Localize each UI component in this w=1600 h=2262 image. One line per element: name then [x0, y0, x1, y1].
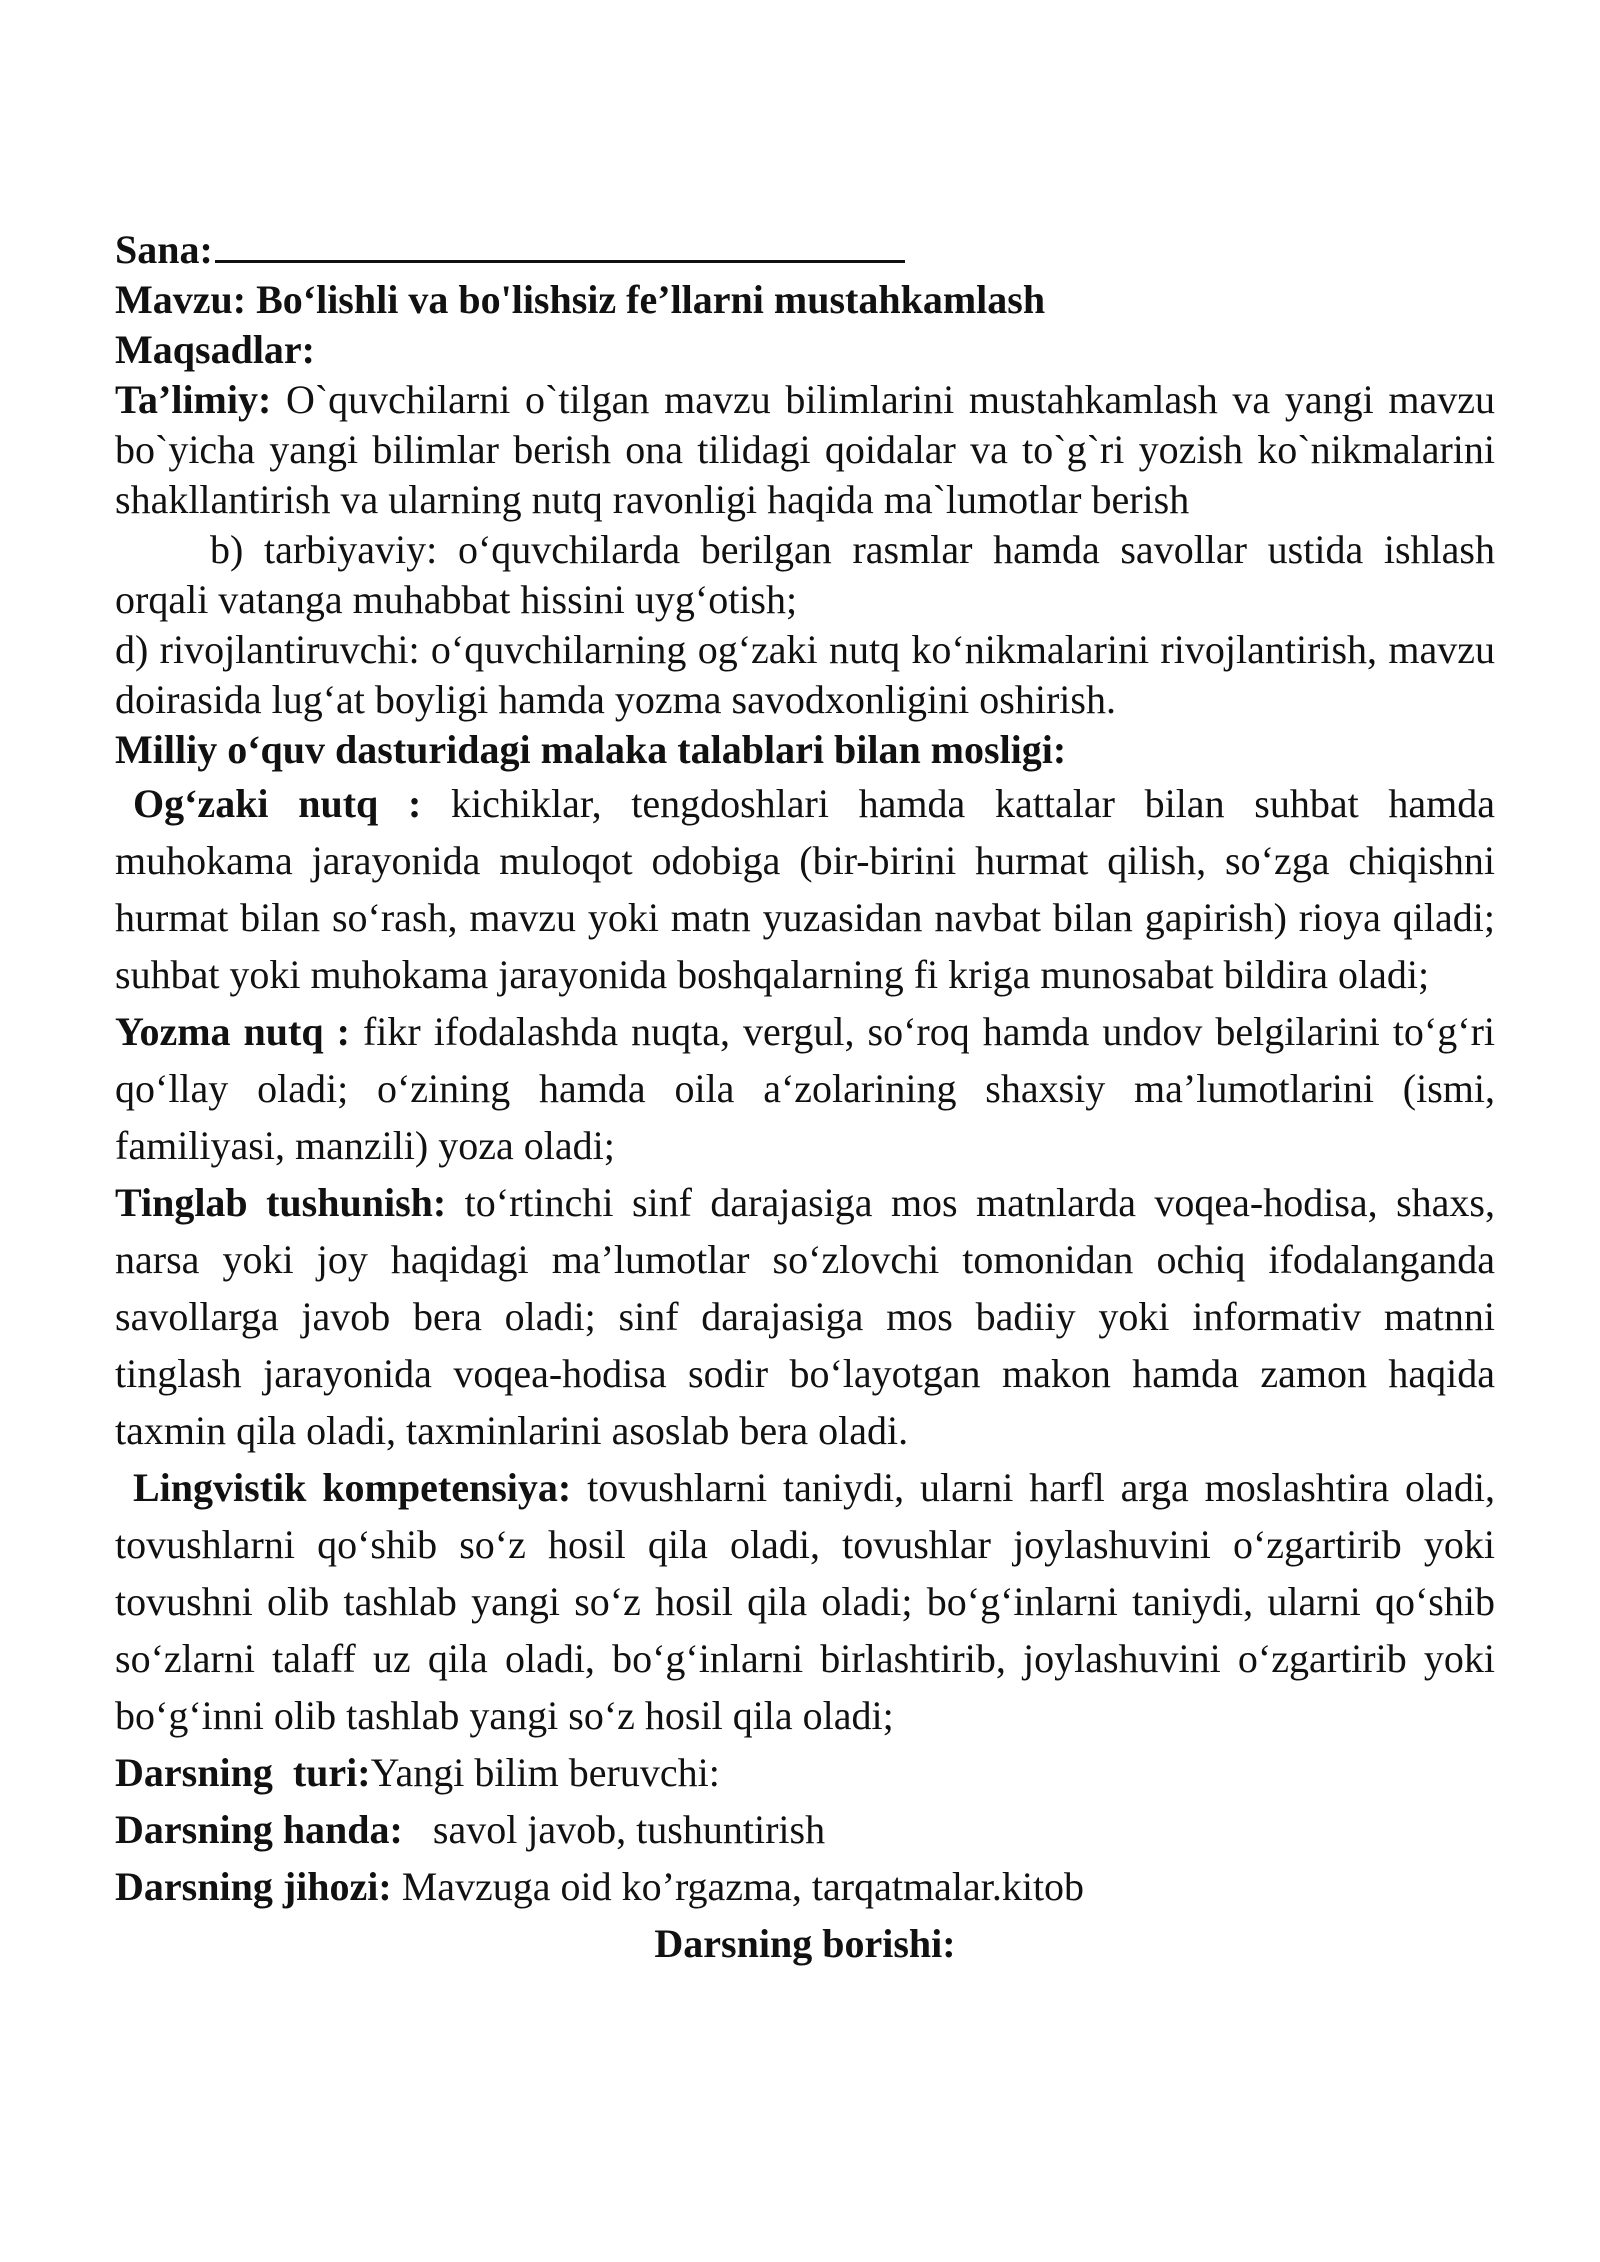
yozma-text: fikr ifodalashda nuqta, vergul, so‘roq hamda undov belgilarini to‘g‘ri qo‘llay oladi; o‘zining hamda oila a‘zolarining shaxsiy ma’lumotlarini (ismi, familiyasi, manzili) yoza oladi; [115, 1009, 1496, 1168]
ogzaki-paragraph [115, 775, 1495, 1003]
maqsadlar-heading: Maqsadlar: [115, 327, 315, 372]
yozma-label: Yozma nutq : [115, 1009, 350, 1054]
ogzaki-text: kichiklar, tengdoshlari hamda kattalar bilan suhbat hamda muhokama jarayonida muloqot odobiga (bir-birini hurmat qilish, so‘zga chiqishni hurmat bilan so‘rash, mavzu yoki matn yuzasidan navbat bilan gapirish) rioya qiladi; suhbat yoki muhokama jarayonida boshqalarning fi kriga munosabat bildira oladi; [115, 781, 1495, 997]
lingvistik-label: Lingvistik kompetensiya: [133, 1465, 572, 1510]
lesson-plan-page [115, 222, 1495, 1972]
sana-blank-field [215, 222, 905, 263]
tinglab-text: to‘rtinchi sinf darajasiga mos matnlarda voqea-hodisa, shaxs, narsa yoki joy haqidagi ma’lumotlar so‘zlovchi tomonidan ochiq ifodalanganda savollarga javob bera oladi; sinf darajasiga mos badiiy yoki informativ matnni tinglash jarayonida voqea-hodisa sodir bo‘layotgan makon hamda zamon haqida taxmin qila oladi, taxminlarini asoslab bera oladi. [115, 1180, 1495, 1453]
sana-line [115, 222, 1495, 275]
tinglab-label: Tinglab tushunish: [115, 1180, 447, 1225]
rivojlantiruvchi-paragraph: d) rivojlantiruvchi: o‘quvchilarning og‘zaki nutq ko‘nikmalarini rivojlantirish, mavzu doirasida lug‘at boyligi hamda yozma savodxonligini oshirish. [115, 627, 1495, 722]
tarbiyaviy-paragraph: b) tarbiyaviy: o‘quvchilarda berilgan rasmlar hamda savollar ustida ishlash orqali vatanga muhabbat hissini uyg‘otish; [115, 527, 1495, 622]
yozma-paragraph [115, 1003, 1495, 1174]
turi-line [115, 1744, 1495, 1801]
mavzu-title: Mavzu: Bo‘lishli va bo'lishsiz fe’llarni mustahkamlash [115, 277, 1046, 322]
handa-text: savol javob, tushuntirish [402, 1807, 826, 1852]
talimiy-paragraph [115, 375, 1495, 525]
handa-label: Darsning handa: [115, 1807, 403, 1852]
milliy-heading: Milliy o‘quv dasturidagi malaka talablari bilan mosligi: [115, 727, 1067, 772]
lingvistik-text: tovushlarni taniydi, ularni harfl arga moslashtira oladi, tovushlarni qo‘shib so‘z hosil qila oladi, tovushlar joylashuvini o‘zgartirib yoki tovushni olib tashlab yangi so‘z hosil qila oladi; bo‘g‘inlarni taniydi, ularni qo‘shib so‘zlarni talaff uz qila oladi, bo‘g‘inlarni birlashtirib, joylashuvini o‘zgartirib yoki bo‘g‘inni olib tashlab yangi so‘z hosil qila oladi; [115, 1465, 1495, 1738]
jihozi-line [115, 1858, 1495, 1915]
turi-label: Darsning turi: [115, 1750, 371, 1795]
talimiy-text: O`quvchilarni o`tilgan mavzu bilimlarini mustahkamlash va yangi mavzu bo`yicha yangi bilimlar berish ona tilidagi qoidalar va to`g`ri yozish ko`nikmalarini shakllantirish va ularning nutq ravonligi haqida ma`lumotlar berish [115, 377, 1495, 522]
jihozi-label: Darsning jihozi: [115, 1864, 392, 1909]
ogzaki-label: Og‘zaki nutq : [133, 781, 422, 826]
sana-label: Sana: [115, 227, 213, 272]
handa-line [115, 1801, 1495, 1858]
tinglab-paragraph [115, 1174, 1495, 1459]
jihozi-text: Mavzuga oid ko’rgazma, tarqatmalar.kitob [391, 1864, 1085, 1909]
talimiy-label: Ta’limiy: [115, 377, 272, 422]
lingvistik-paragraph [115, 1459, 1495, 1744]
turi-text: Yangi bilim beruvchi: [370, 1750, 720, 1795]
borishi-heading: Darsning borishi: [654, 1921, 956, 1966]
